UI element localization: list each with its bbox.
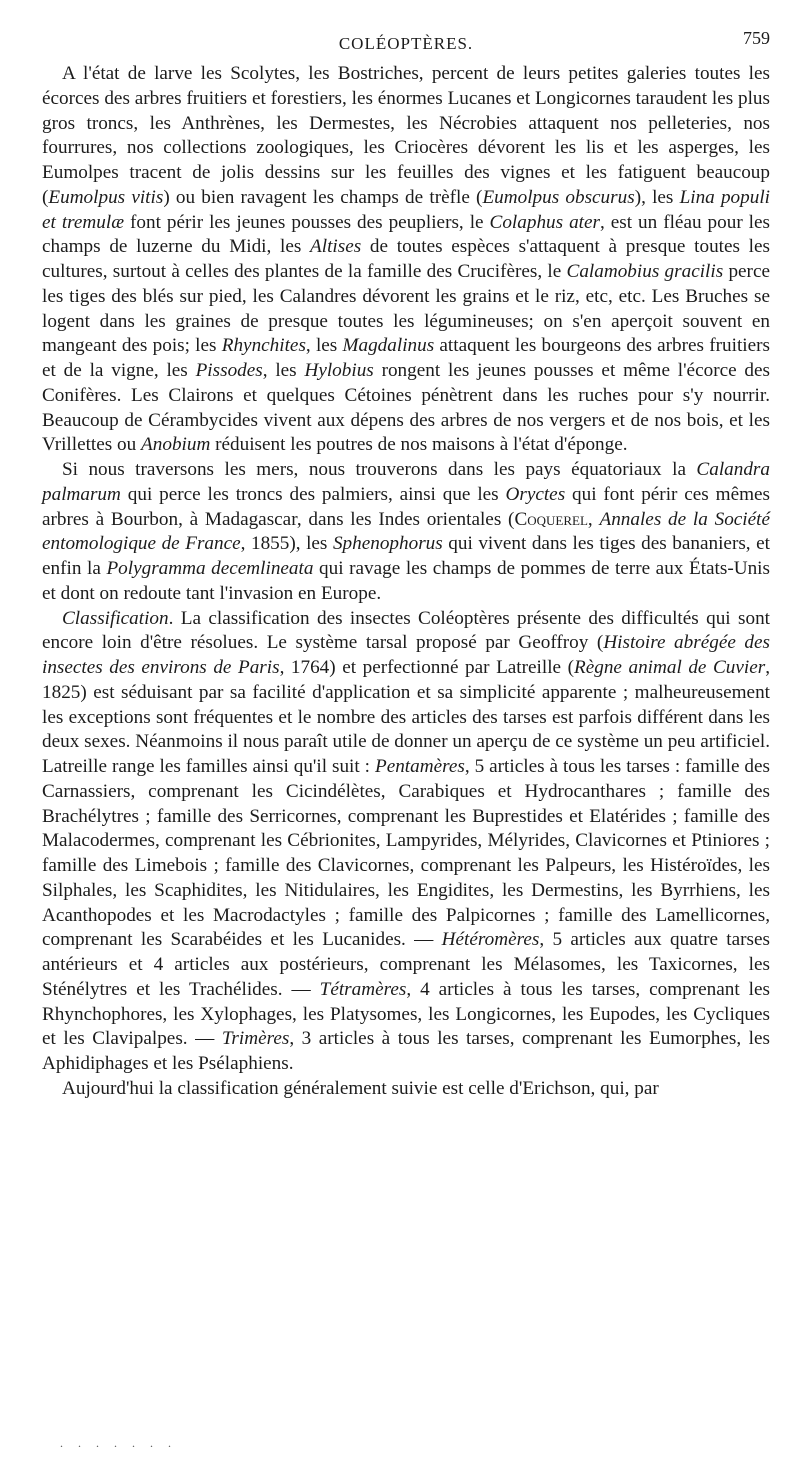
text-run: qui ravage les champs de pommes de terre aux États-Unis et dont on redoute tant l'invasion en Europe. xyxy=(42,558,770,604)
text-run: A l'état de larve les Scolytes, les Bostriches, percent de leurs petites galeries toutes les écorces des arbres fruitiers et forestiers, les énormes Lucanes et Longicornes taraudent les plus gros troncs, les Anthrènes, les Dermestes, les Nécrobies attaquent nos pelleteries, nos fourrures, nos collections zoologiques, les Criocères dévorent les lis et les asperges, les Eumolpes tracent de jolis dessins sur les feuilles des vignes et les fatiguent beaucoup ( xyxy=(42,63,770,208)
text-run: , les xyxy=(262,360,305,381)
italic-term: Rhynchites xyxy=(221,335,306,357)
italic-term: Trimères xyxy=(221,1028,290,1050)
italic-term: Eumolpus obscurus xyxy=(482,186,635,208)
italic-term: Magdalinus xyxy=(342,335,435,357)
italic-term: Pentamères xyxy=(374,756,465,777)
italic-term: Classification xyxy=(62,607,169,629)
text-run: ) ou bien ravagent les champs de trèfle ( xyxy=(163,186,483,208)
text-run: réduisent les poutres de nos maisons à l'état d'éponge. xyxy=(210,434,628,456)
italic-term: Eumolpus vitis xyxy=(48,186,164,208)
paragraph xyxy=(42,607,770,1077)
text-run: , 1764) et perfectionné par Latreille ( xyxy=(279,657,574,678)
text-run: qui vivent dans les tiges des bananiers, et enfin la xyxy=(42,533,770,579)
italic-term: Hétéromères xyxy=(441,929,540,951)
text-run: , les xyxy=(305,335,343,357)
italic-term: Pissodes xyxy=(195,360,263,381)
text-run: attaquent les bourgeons des arbres fruitiers et de la vigne, les xyxy=(42,335,770,381)
running-title: COLÉOPTÈRES. xyxy=(338,34,474,53)
italic-term: Annales de la Société entomologique de France xyxy=(42,508,770,555)
italic-term: Oryctes xyxy=(505,483,566,505)
italic-term: Anobium xyxy=(141,434,211,456)
text-run: Si nous traversons les mers, nous trouverons dans les pays équatoriaux la xyxy=(62,459,697,480)
italic-term: Règne animal de Cuvier xyxy=(574,657,766,678)
text-run: , 3 articles à tous les tarses, comprenant les Eumorphes, les Aphidiphages et les Psélaphiens. xyxy=(42,1028,770,1074)
text-run: , xyxy=(587,508,600,530)
text-run: , 5 articles à tous les tarses : famille des Carnassiers, comprenant les Cicindélètes, Carabiques et Hydrocanthares ; famille des Brachélytres ; famille des Serricornes, comprenant les Buprestides et Elatérides ; famille des Malacodermes, comprenant les Cébrionites, Lampyrides, Mélyrides, Clavicornes et Ptiniores ; famille des Limebois ; famille des Clavicornes, comprenant les Palpeurs, les Histéroïdes, les Silphales, les Scaphidites, les Nitidulaires, les Engidites, les Dermestins, les Byrrhiens, les Acanthopodes et les Macrodactyles ; famille des Palpicornes ; famille des Lamellicornes, comprenant les Scarabéides et les Lucanides. — xyxy=(42,756,770,951)
italic-term: Hylobius xyxy=(304,360,374,381)
paragraph xyxy=(42,458,770,607)
text-run: , 1825) est séduisant par sa facilité d'application et sa simplicité apparente ; malheureusement les exceptions sont fréquentes et le nombre des articles des tarses est parfois différent dans les deux sexes. Néanmoins il nous paraît utile de donner un aperçu de ce système un peu artificiel. Latreille range les familles ainsi qu'il suit : xyxy=(42,657,771,777)
small-caps-name: Coquerel xyxy=(514,508,588,530)
italic-term: Sphenophorus xyxy=(332,533,443,555)
text-run: qui font périr ces mêmes arbres à Bourbon, à Madagascar, dans les Indes orientales ( xyxy=(42,483,770,530)
text-run: Aujourd'hui la classification généralement suivie est celle d'Erichson, qui, par xyxy=(62,1077,659,1099)
italic-term: Lina populi et tremulæ xyxy=(42,186,770,233)
italic-term: Colaphus ater xyxy=(489,211,600,233)
text-run: , 4 articles à tous les tarses, comprenant les Rhynchophores, les Xylophages, les Platysomes, les Longicornes, les Eupodes, les Cycliques et les Clavipalpes. — xyxy=(42,978,770,1050)
paragraph xyxy=(42,1077,770,1102)
text-run: , 5 articles aux quatre tarses antérieurs et 4 articles aux postérieurs, comprenant les Mélasomes, les Taxicornes, les Sténélytres et les Trachélides. — xyxy=(42,929,770,1000)
footer-marks: . . . . . . . xyxy=(60,1436,177,1450)
italic-term: Tétramères xyxy=(319,978,407,1000)
text-run: font périr les jeunes pousses des peupliers, le xyxy=(124,211,490,233)
italic-term: Altises xyxy=(310,236,362,258)
paragraph xyxy=(42,62,770,458)
page-number: 759 xyxy=(743,28,770,48)
text-run: , est un fléau pour les champs de luzerne du Midi, les xyxy=(42,211,770,258)
text-run: qui perce les troncs des palmiers, ainsi que les xyxy=(120,483,506,505)
italic-term: Calamobius gracilis xyxy=(566,261,724,282)
text-run: de toutes espèces s'attaquent à presque toutes les cultures, surtout à celles des plantes de la famille des Crucifères, le xyxy=(42,236,770,282)
text-run: , 1855), les xyxy=(240,533,333,555)
running-head xyxy=(42,28,770,62)
text-run: rongent les jeunes pousses et même l'écorce des Conifères. Les Clairons et quelques Cétoines pénètrent dans les ruches pour s'y nourrir. Beaucoup de Cérambycides vivent aux dépens des arbres de nos vergers et de nos bois, et les Vrillettes ou xyxy=(42,360,770,456)
italic-term: Histoire abrégée des insectes des environs de Paris xyxy=(42,632,770,678)
italic-term: Calandra palmarum xyxy=(42,459,770,505)
text-run: perce les tiges des blés sur pied, les Calandres dévorent les grains et le riz, etc, etc. Les Bruches se logent dans les graines de presque toutes les légumineuses; on s'en aperçoit souvent en mangeant des pois; les xyxy=(42,261,770,357)
text-run: ), les xyxy=(634,186,680,208)
text-run: . La classification des insectes Coléoptères présente des difficultés qui sont encore loin d'être résolues. Le système tarsal proposé par Geoffroy ( xyxy=(42,607,770,654)
document-page xyxy=(42,28,770,1102)
body-text xyxy=(42,62,770,1102)
italic-term: Polygramma decemlineata xyxy=(106,558,314,579)
